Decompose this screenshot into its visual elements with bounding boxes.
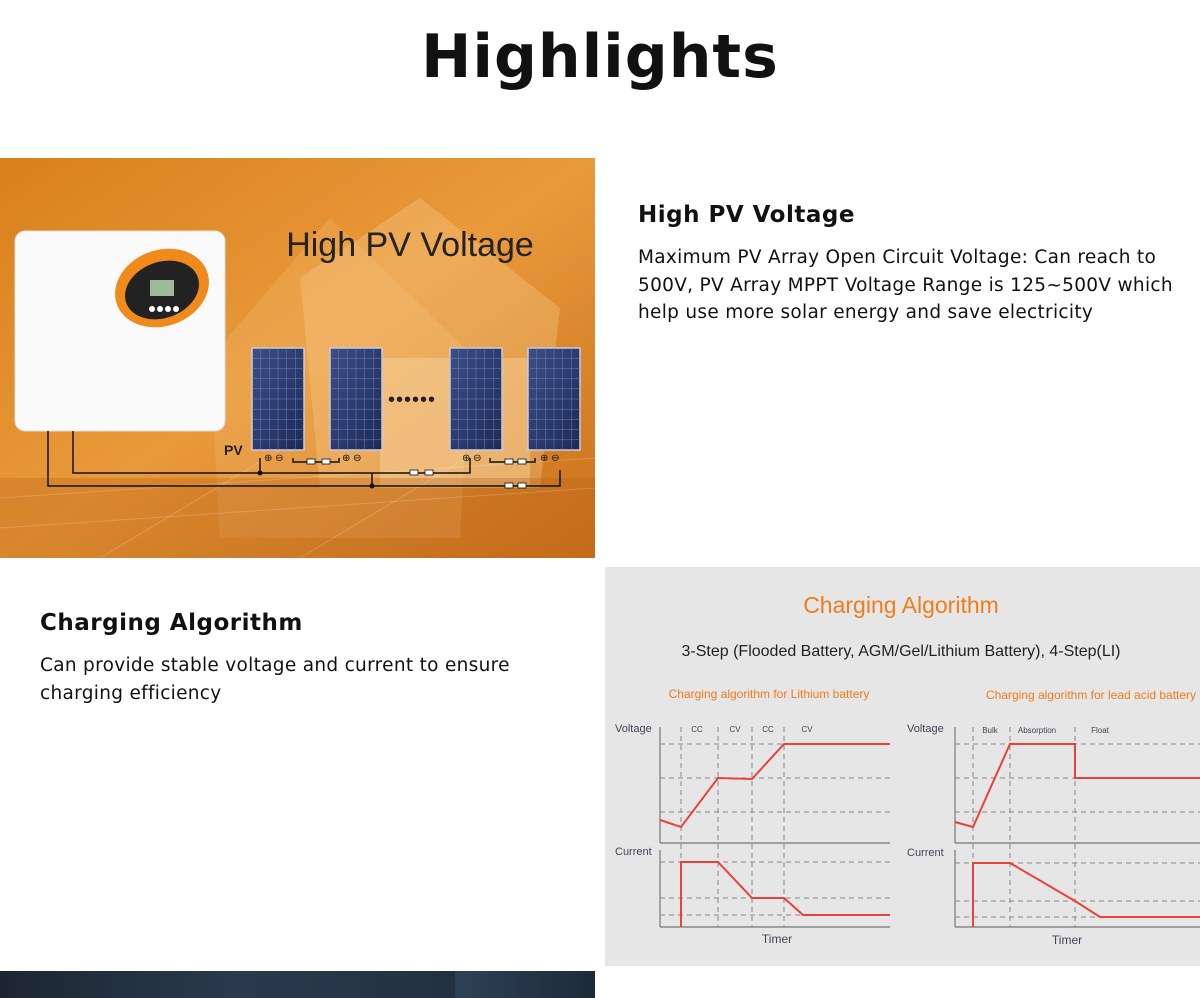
feature-charging-algorithm (40, 610, 560, 707)
stage-label: CV (801, 725, 813, 734)
stage-label: CC (691, 725, 703, 734)
inverter-device (15, 231, 225, 431)
algo-image-title: Charging Algorithm (803, 592, 999, 618)
current-axis-label: Current (907, 847, 944, 859)
panel-terminals: ⊕ ⊖ (540, 453, 560, 464)
voltage-axis-label: Voltage (615, 723, 652, 735)
lithium-caption: Charging algorithm for Lithium battery (668, 687, 870, 701)
panel-terminals: ⊕ ⊖ (342, 453, 362, 464)
feature-heading: High PV Voltage (638, 202, 855, 228)
feature-description: Can provide stable voltage and current to ensure charging efficiency (40, 655, 510, 704)
time-axis-label: Timer (761, 932, 793, 946)
stage-label: Float (1091, 726, 1109, 735)
next-section-image (0, 971, 595, 998)
charging-algorithm-image (605, 567, 1200, 966)
current-axis-label: Current (615, 846, 652, 858)
stage-label: CV (729, 725, 741, 734)
svg-text:••••••: •••••• (388, 389, 437, 411)
pv-label: PV (224, 442, 243, 458)
pv-voltage-image (0, 158, 595, 558)
algo-image-subtitle: 3-Step (Flooded Battery, AGM/Gel/Lithium Battery), 4-Step(LI) (681, 643, 1121, 660)
pv-image-title: High PV Voltage (286, 226, 534, 264)
panel-terminals: ⊕ ⊖ (264, 453, 284, 464)
stage-label: CC (762, 725, 774, 734)
page-title: Highlights (421, 22, 779, 92)
stage-label: Absorption (1017, 726, 1057, 735)
panel-terminals: ⊕ ⊖ (462, 453, 482, 464)
stage-label: Bulk (982, 726, 998, 735)
time-axis-label: Timer (1051, 933, 1083, 947)
voltage-axis-label: Voltage (907, 723, 944, 735)
lead-acid-caption: Charging algorithm for lead acid battery (985, 688, 1197, 702)
feature-description: Maximum PV Array Open Circuit Voltage: Can reach to 500V, PV Array MPPT Voltage Range is 125~500V which help use more solar energy and save electricity (638, 247, 1173, 323)
feature-high-pv-voltage (638, 202, 1178, 327)
feature-heading: Charging Algorithm (40, 610, 303, 636)
